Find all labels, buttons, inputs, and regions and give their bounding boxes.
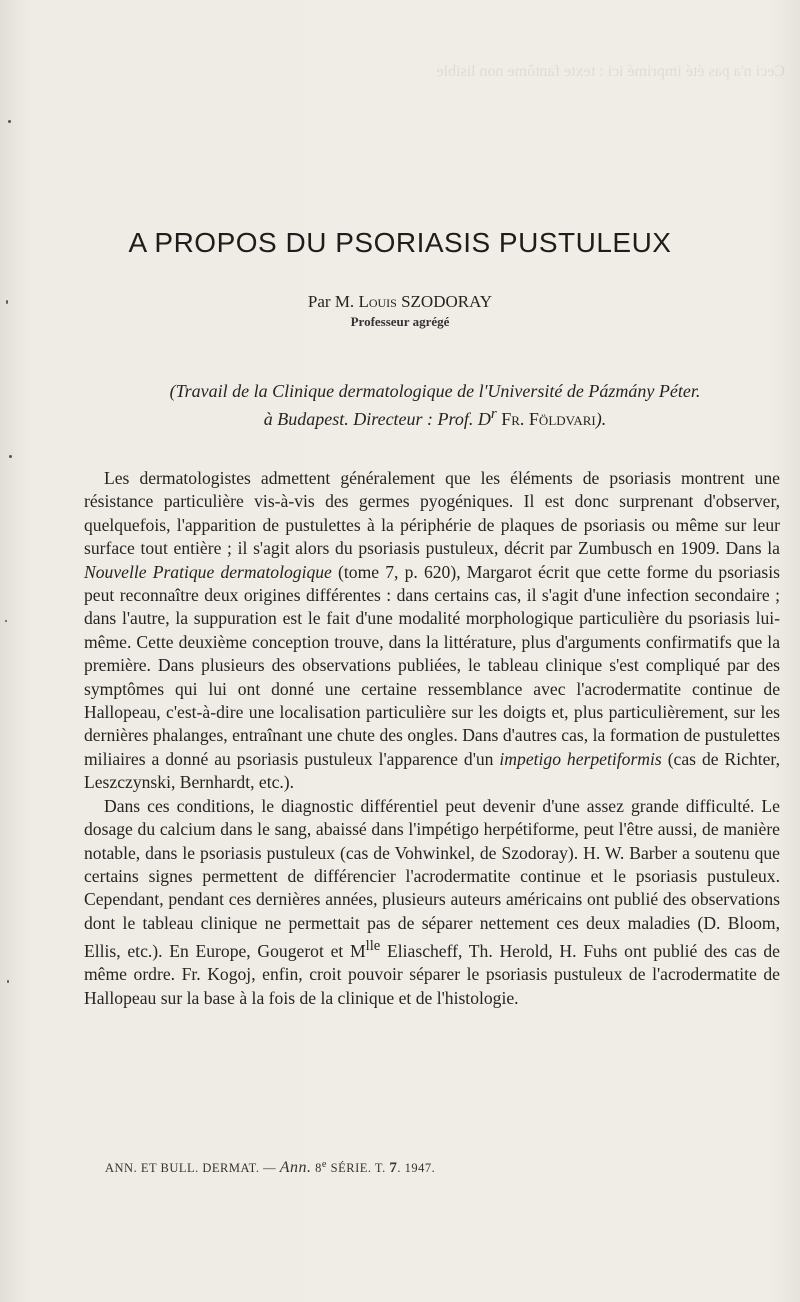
affiliation-sup: r — [490, 406, 497, 422]
p1-book-title: Nouvelle Pratique dermatologique — [84, 561, 332, 582]
author-first-name: Louis — [358, 292, 397, 311]
footer-year: . 1947. — [397, 1161, 436, 1176]
p1-text-a: Les dermatologistes admettent généralement que les éléments de psoriasis montrent une résistance particulière vis-à-vis des germes pyogéniques. Il est donc surprenant d'observer, quelquefois, l'apparition de pustulettes à la périphérie de plaques de psoriasis ou même sur leur surface tout entière ; il s'agit alors du psoriasis pustuleux, décrit par Zumbusch en 1909. Dans la — [84, 468, 780, 559]
bleed-through-text: Ceci n'a pas été imprimé ici : texte fantôme non lisible — [436, 63, 785, 80]
scan-speck — [9, 455, 12, 458]
p1-disease-name: impetigo herpetiformis — [499, 748, 662, 769]
author-prefix: Par M. — [307, 292, 359, 311]
paragraph-2 — [84, 795, 780, 1011]
footer-series-rest: SÉRIE. T. — [327, 1161, 390, 1176]
p2-text-a: Dans ces conditions, le diagnostic différentiel peut devenir d'une assez grande difficulté. Le dosage du calcium dans le sang, abaissé dans l'impétigo herpétiforme, peut l'être aussi, de manière notable, dans le psoriasis pustuleux (cas de Vohwinkel, de Szodoray). H. W. Barber a soutenu que certains signes permettent de différencier l'acrodermatite continue et le psoriasis pustuleux. Cependant, pendant ces dernières années, plusieurs auteurs américains ont publié des observations dont le tableau clinique ne permettait pas de séparer nettement ces deux maladies (D. Bloom, Ellis, etc.). En Europe, Gougerot et M — [84, 795, 780, 961]
article-body — [84, 467, 780, 1010]
page-footer — [105, 1159, 765, 1177]
affiliation-line-2: à Budapest. Directeur : Prof. D — [263, 409, 491, 429]
director-name: Fr. Földvari — [496, 409, 596, 429]
footer-ann: Ann. — [279, 1159, 312, 1177]
scan-speck — [8, 120, 11, 123]
p2-sup: lle — [365, 938, 381, 955]
footer-journal: ANN. ET BULL. DERMAT. — — [105, 1161, 280, 1176]
author-rank: Professeur agrégé — [350, 314, 450, 329]
author-last-name: SZODORAY — [396, 292, 493, 311]
p2-text-b: Eliascheff, Th. Herold, H. Fuhs ont publié des cas de même ordre. Fr. Kogoj, enfin, croit pouvoir séparer le psoriasis pustuleux de l'acrodermatite de Hallopeau sur la base à la fois de la clinique et de l'histologie. — [84, 940, 780, 1008]
scan-speck — [6, 300, 8, 304]
affiliation-line-1: (Travail de la Clinique dermatologique de l'Université de Pázmány Péter. — [169, 381, 701, 401]
footer-series-sup: e — [321, 1159, 328, 1170]
p1-text-b: (tome 7, p. 620), Margarot écrit que cette forme du psoriasis peut reconnaître deux origines différentes : dans certains cas, il s'agit d'une infection secondaire ; dans l'autre, la suppuration est le fait d'une modalité morphologique particulière du psoriasis lui-même. Cette deuxième conception trouve, dans la littérature, plus d'arguments confirmatifs que la première. Dans plusieurs des observations publiées, le tableau clinique s'est compliqué par des symptômes qui lui ont donné une certaine ressemblance avec l'acrodermatite continue de Hallopeau, c'est-à-dire une localisation particulière sur les doigts et, plus particulièrement, sur les dernières phalanges, entraînant une chute des ongles. Dans d'autres cas, la formation de pustulettes miliaires a donné au psoriasis pustuleux l'apparence d'un — [84, 561, 780, 769]
author-line — [40, 292, 760, 312]
article-title: A PROPOS DU PSORIASIS PUSTULEUX — [128, 227, 672, 258]
paragraph-1 — [84, 467, 780, 795]
footer-series: 8 — [311, 1161, 322, 1176]
scan-speck — [7, 980, 9, 983]
scan-speck — [5, 620, 7, 622]
footer-tome: 7 — [389, 1160, 398, 1177]
affiliation — [105, 380, 765, 431]
p1-text-c: (cas de Richter, Leszczynski, Bernhardt, etc.). — [84, 748, 780, 793]
affiliation-close: ). — [595, 409, 607, 429]
